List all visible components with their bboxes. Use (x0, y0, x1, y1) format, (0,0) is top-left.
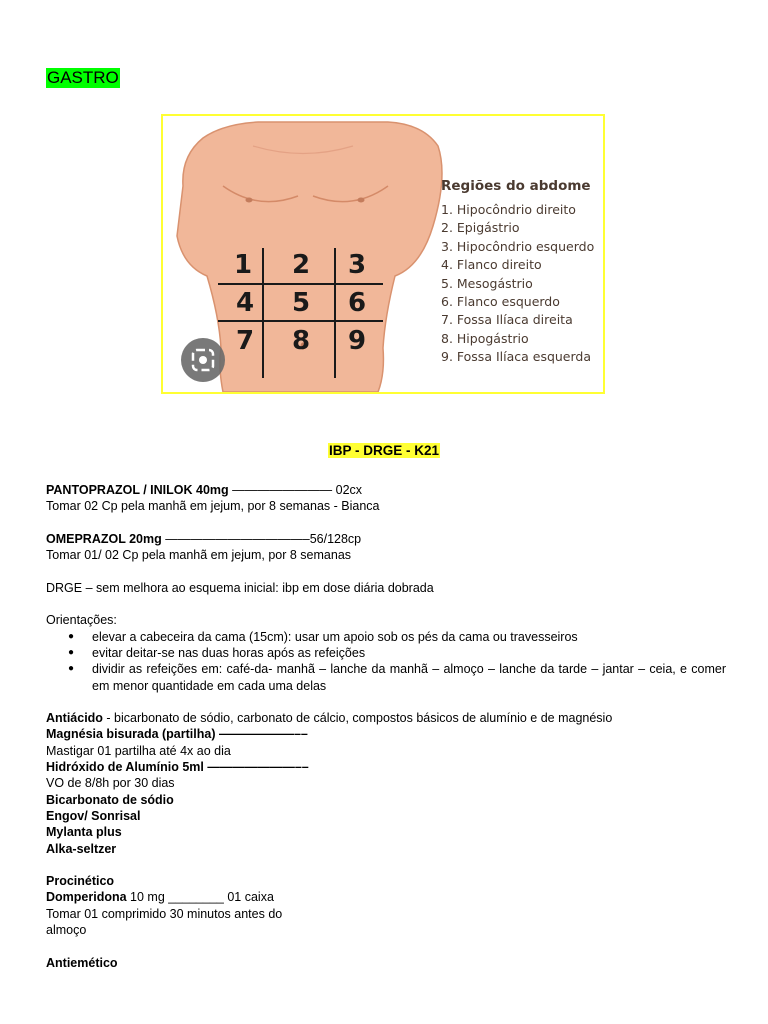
legend-item: 3. Hipocôndrio esquerdo (441, 238, 595, 254)
regions-legend (441, 178, 605, 367)
drug-name: PANTOPRAZOL / INILOK 40mg (46, 483, 229, 497)
legend-item: 7. Fossa Ilíaca direita (441, 312, 573, 328)
drug-quantity: 10 mg ________ 01 caixa (126, 890, 274, 905)
domperidona-line (46, 889, 726, 905)
hidroxido-instructions: VO de 8/8h por 30 dias (46, 776, 175, 791)
section-heading-text: IBP - DRGE - K21 (328, 443, 440, 458)
antiemetico-label: Antiemético (46, 955, 118, 970)
legend-item: 8. Hipogástrio (441, 330, 529, 346)
legend-item: 6. Flanco esquerdo (441, 294, 560, 310)
grid-number: 8 (291, 326, 311, 356)
engov-line: Engov/ Sonrisal (46, 808, 141, 823)
procinetico-label: Procinético (46, 874, 115, 889)
legend-item: 2. Epigástrio (441, 220, 520, 236)
grid-number: 6 (347, 288, 367, 318)
omeprazol-line (46, 531, 726, 547)
list-item: ● dividir as refeições em: café-da- manhã – lanche da manhã – almoço – lanche da tarde – jantar – ceia, e comer em menor quantidade em cada uma delas (46, 661, 726, 694)
drug-quantity: ———————————–56/128cp (161, 531, 362, 546)
orientacoes-list (46, 629, 726, 694)
mylanta-line: Mylanta plus (46, 825, 122, 840)
orientacoes-label: Orientações: (46, 613, 117, 628)
omeprazol-instructions: Tomar 01/ 02 Cp pela manhã em jejum, por 8 semanas (46, 548, 352, 563)
lens-search-icon[interactable] (181, 338, 225, 382)
bicarbonato-line: Bicarbonato de sódio (46, 792, 174, 807)
grid-number: 2 (291, 250, 311, 280)
grid-number: 3 (347, 250, 367, 280)
page-title: GASTRO (47, 68, 119, 87)
hidroxido-line: Hidróxido de Alumínio 5ml ———————–– (46, 760, 309, 775)
pantoprazol-instructions: Tomar 02 Cp pela manhã em jejum, por 8 semanas - Bianca (46, 499, 380, 514)
grid-number: 5 (291, 288, 311, 318)
section-heading (0, 443, 768, 458)
grid-number: 7 (235, 326, 255, 356)
list-item: ● elevar a cabeceira da cama (15cm): usar um apoio sob os pés da cama ou travesseiros (46, 629, 726, 645)
alka-line: Alka-seltzer (46, 841, 117, 856)
grid-number: 9 (347, 326, 367, 356)
abdomen-regions-figure (161, 114, 605, 394)
antiacido-line (46, 710, 726, 726)
grid-number: 1 (233, 250, 253, 280)
drug-class: Antiácido (46, 711, 103, 726)
domperidona-instructions-cont: almoço (46, 923, 87, 938)
drge-note: DRGE – sem melhora ao esquema inicial: ibp em dose diária dobrada (46, 580, 434, 595)
magnesia-instructions: Mastigar 01 partilha até 4x ao dia (46, 743, 231, 758)
magnesia-line: Magnésia bisurada (partilha) ——————–– (46, 727, 308, 742)
domperidona-instructions: Tomar 01 comprimido 30 minutos antes do (46, 906, 283, 921)
legend-item: 5. Mesogástrio (441, 275, 533, 291)
pantoprazol-line (46, 482, 726, 498)
legend-item: 1. Hipocôndrio direito (441, 202, 576, 217)
legend-title: Regiões do abdome (441, 178, 591, 194)
document-body (46, 482, 726, 971)
drug-quantity: ———————— 02cx (228, 483, 363, 497)
drug-name: OMEPRAZOL 20mg (46, 531, 162, 546)
grid-number: 4 (235, 288, 255, 318)
drug-name: Domperidona (46, 890, 127, 905)
legend-item: 4. Flanco direito (441, 257, 542, 273)
drug-class-desc: - bicarbonato de sódio, carbonato de cálcio, compostos básicos de alumínio e de magnésio (102, 711, 613, 726)
list-item: ● evitar deitar-se nas duas horas após as refeições (46, 645, 726, 661)
legend-item: 9. Fossa Ilíaca esquerda (441, 349, 592, 365)
